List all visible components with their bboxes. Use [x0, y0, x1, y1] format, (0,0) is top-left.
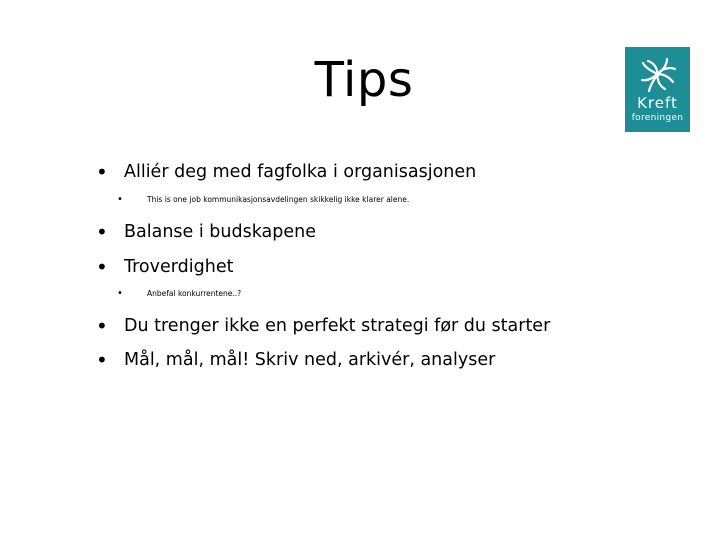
bullet-dot: •: [96, 314, 108, 338]
bullet-text: Du trenger ikke en perfekt strategi før du starter: [124, 316, 551, 336]
bullet-text: Troverdighet: [124, 257, 234, 277]
slide-title: Tips: [314, 52, 414, 108]
bullet-dot: •: [96, 255, 108, 279]
bullet-dot: •: [117, 194, 123, 205]
kreftforeningen-logo: [625, 47, 690, 132]
bullet-dot: •: [96, 220, 108, 244]
logo-name: Kreft: [637, 94, 678, 112]
bullet-dot: •: [96, 160, 108, 184]
bullet-text: Mål, mål, mål! Skriv ned, arkivér, analyser: [124, 350, 496, 370]
bullet-text: Anbefal konkurrentene..?: [147, 289, 242, 298]
bullet-dot: •: [117, 288, 123, 299]
sun-swirl-icon: [635, 53, 680, 95]
bullet-dot: •: [96, 348, 108, 372]
bullet-text: This is one job kommunikasjonsavdelingen skikkelig ikke klarer alene.: [147, 195, 410, 204]
logo-subname: foreningen: [631, 113, 684, 123]
bullet-text: Balanse i budskapene: [124, 222, 316, 242]
bullet-text: Alliér deg med fagfolka i organisasjonen: [124, 162, 477, 182]
